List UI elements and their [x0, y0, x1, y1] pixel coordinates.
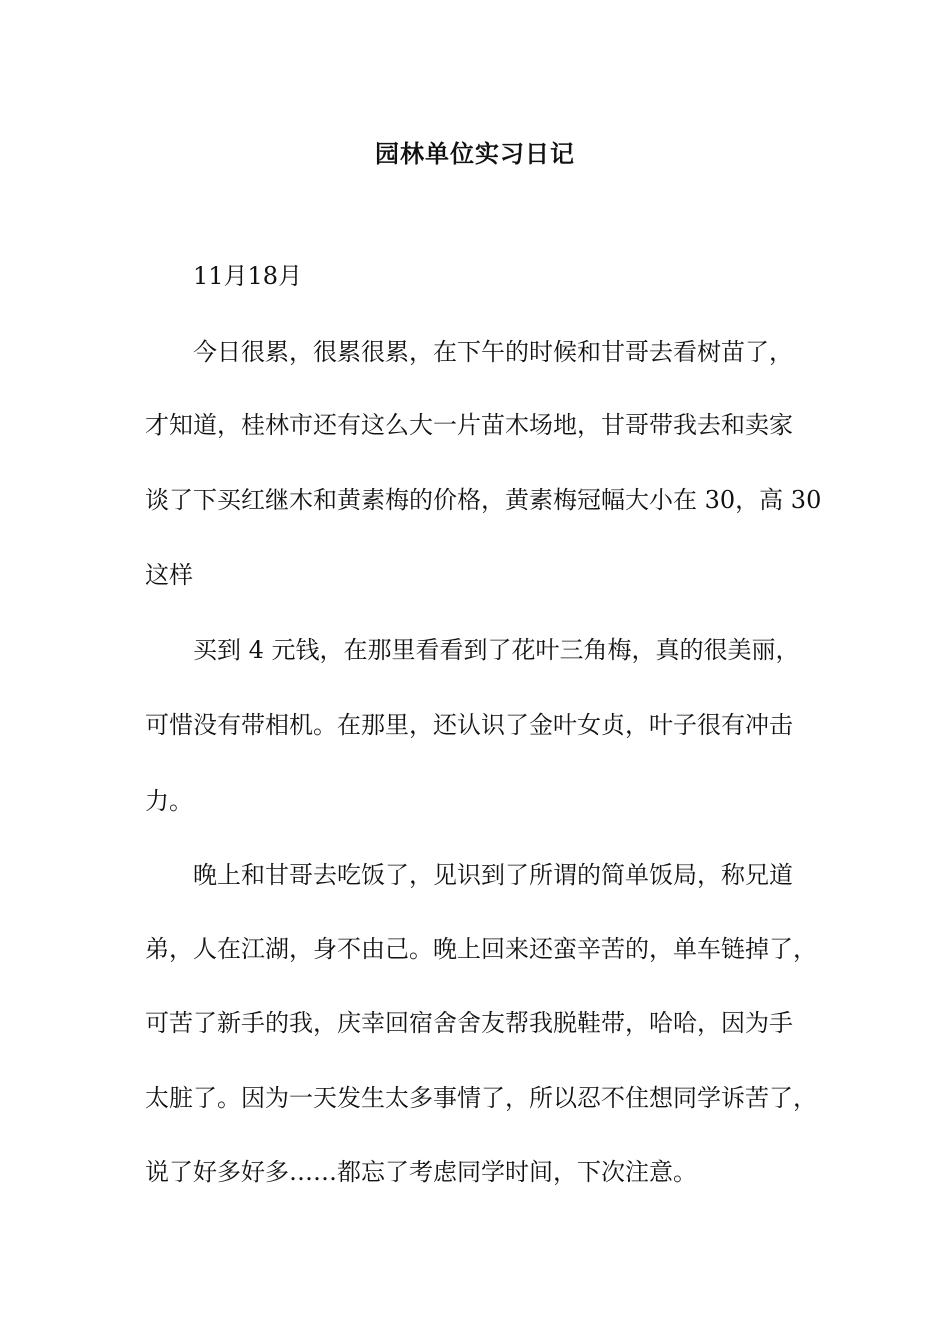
paragraph-line: 弟，人在江湖，身不由己。晚上回来还蛮辛苦的，单车链掉了，	[145, 935, 817, 963]
paragraph-line: 说了好多好多……都忘了考虑同学时间，下次注意。	[145, 1158, 697, 1186]
paragraph-line: 这样	[145, 561, 193, 589]
paragraph-line: 可苦了新手的我，庆幸回宿舍舍友帮我脱鞋带，哈哈，因为手	[145, 1009, 793, 1037]
paragraph-line: 晚上和甘哥去吃饭了，见识到了所谓的简单饭局，称兄道	[193, 861, 793, 889]
paragraph-line: 才知道，桂林市还有这么大一片苗木场地，甘哥带我去和卖家	[145, 411, 793, 439]
diary-date: 11月18月	[193, 262, 303, 290]
paragraph-line: 谈了下买红继木和黄素梅的价格，黄素梅冠幅大小在 30，高 30	[145, 486, 822, 514]
document-title: 园林单位实习日记	[375, 139, 575, 168]
paragraph-line: 太脏了。因为一天发生太多事情了，所以忍不住想同学诉苦了，	[145, 1084, 817, 1112]
paragraph-line: 今日很累，很累很累，在下午的时候和甘哥去看树苗了，	[193, 338, 793, 366]
paragraph-line: 买到 4 元钱，在那里看看到了花叶三角梅，真的很美丽，	[193, 636, 800, 664]
paragraph-line: 可惜没有带相机。在那里，还认识了金叶女贞，叶子很有冲击	[145, 711, 793, 739]
paragraph-line: 力。	[145, 787, 193, 815]
